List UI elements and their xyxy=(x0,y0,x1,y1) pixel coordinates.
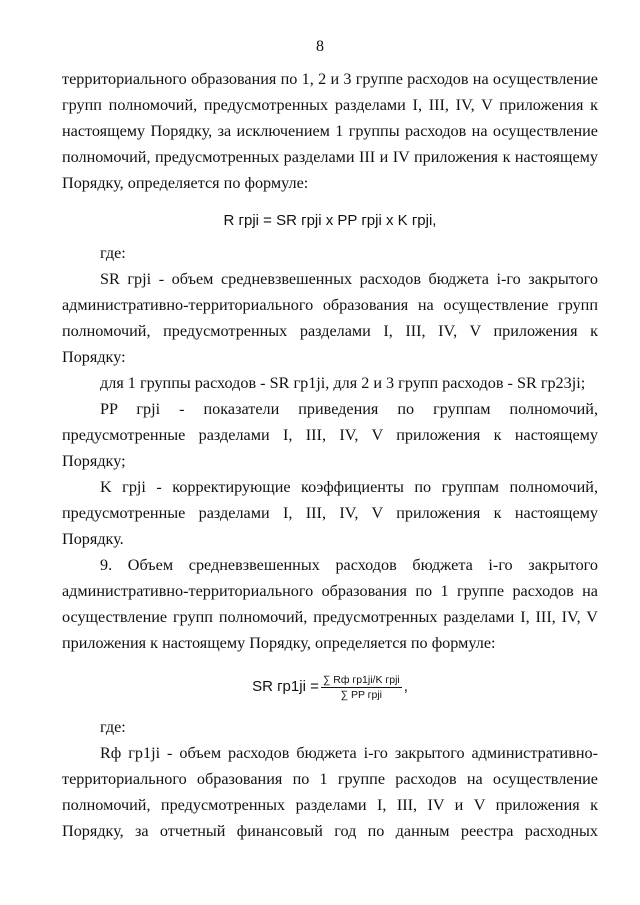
text-line: полномочий, предусмотренных разделами I, III, IV и V приложения к xyxy=(62,796,598,814)
where-label: где: xyxy=(100,244,126,262)
text-line: Порядку; xyxy=(62,452,126,470)
text-line: административно-территориального образования на осуществление групп xyxy=(62,296,598,314)
text-line: 9. Объем средневзвешенных расходов бюджета i-го закрытого xyxy=(100,556,598,574)
definitions-block-1 xyxy=(62,240,598,656)
formula-2-fraction xyxy=(321,673,402,702)
text-line: территориального образования по 1 группе расходов на осуществление xyxy=(62,770,598,788)
text-line: для 1 группы расходов - SR гр1ji, для 2 и 3 групп расходов - SR гр23ji; xyxy=(100,374,586,392)
text-line: предусмотренные разделами I, III, IV, V приложения к настоящему xyxy=(62,426,598,444)
text-line: приложения к настоящему Порядку, определяется по формуле: xyxy=(62,634,496,652)
text-line: групп полномочий, предусмотренных разделами I, III, IV, V приложения к xyxy=(62,96,598,114)
formula-2 xyxy=(62,660,598,714)
page-number: 8 xyxy=(316,38,324,55)
paragraph-continuation xyxy=(62,66,598,196)
text-line: Порядку. xyxy=(62,530,124,548)
where-label: где: xyxy=(100,718,126,736)
text-line: настоящему Порядку, за исключением 1 группы расходов на осуществление xyxy=(62,122,598,140)
formula-2-denominator: ∑ PP грji xyxy=(340,688,383,701)
text-line: Порядку, определяется по формуле: xyxy=(62,174,309,192)
text-line: осуществление групп полномочий, предусмотренных разделами I, III, IV, V xyxy=(62,608,598,626)
formula-2-numerator: ∑ Rф гр1ji/K грji xyxy=(322,673,400,686)
formula-1: R грji = SR грji x PP грji x K грji, xyxy=(223,212,437,229)
formula-2-tail: , xyxy=(403,678,408,695)
text-line: PP грji - показатели приведения по группам полномочий, xyxy=(100,400,598,418)
text-line: предусмотренные разделами I, III, IV, V приложения к настоящему xyxy=(62,504,598,522)
formula-2-lhs: SR гр1ji = xyxy=(252,678,319,695)
text-line: Порядку: xyxy=(62,348,126,366)
text-line: SR грji - объем средневзвешенных расходов бюджета i-го закрытого xyxy=(100,270,598,288)
text-line: полномочий, предусмотренных разделами III и IV приложения к настоящему xyxy=(62,148,598,166)
definitions-block-2 xyxy=(62,714,598,844)
text-line: полномочий, предусмотренных разделами I, III, IV, V приложения к xyxy=(62,322,598,340)
text-line: K грji - корректирующие коэффициенты по группам полномочий, xyxy=(100,478,598,496)
text-line: Порядку, за отчетный финансовый год по данным реестра расходных xyxy=(62,822,598,840)
text-line: административно-территориального образования по 1 группе расходов на xyxy=(62,582,598,600)
text-line: территориального образования по 1, 2 и 3 группе расходов на осуществление xyxy=(62,70,598,88)
text-line: Rф гр1ji - объем расходов бюджета i-го закрытого административно- xyxy=(100,744,598,762)
